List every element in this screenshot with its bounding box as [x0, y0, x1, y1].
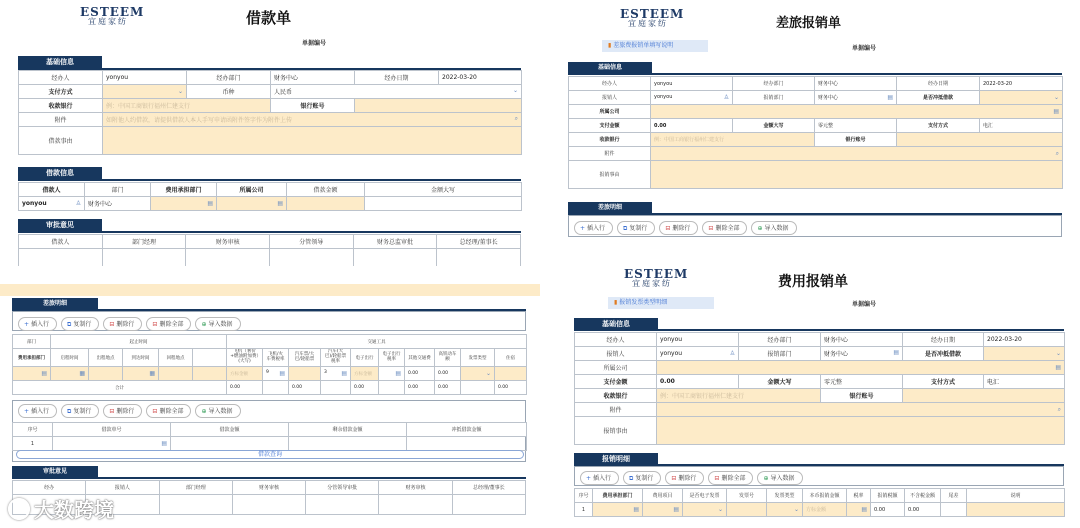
import-icon: ⊕	[201, 321, 207, 328]
copy-icon: ⧉	[629, 475, 634, 482]
section-basic-info: 基础信息	[568, 62, 652, 74]
list-icon: ▤	[1055, 364, 1061, 371]
bank-input[interactable]: 例：中国工商银行福州仁建支行	[651, 133, 815, 147]
section-basic-info: 基础信息	[18, 56, 102, 69]
loan-offset-table: 序号 借款单号 借款金额 剩余借款金额 冲抵借款金额 1 ▤	[12, 422, 527, 451]
paperclip-icon[interactable]: ⌕	[1057, 405, 1061, 413]
plus-icon: +	[580, 225, 586, 232]
delete-icon: ⊟	[665, 225, 671, 232]
doc-no-label: 单据编号	[852, 301, 877, 308]
import-icon: ⊕	[757, 225, 763, 232]
copy-row-button[interactable]: ⧉ 复制行	[61, 404, 99, 418]
company-select[interactable]	[651, 105, 1063, 119]
trip-detail-panel	[0, 268, 540, 528]
document-icon: ▮	[608, 42, 614, 49]
detail-toolbar	[18, 317, 241, 331]
approval-table: 借款人 部门经理 财务审核 分管领导 财务总监审批 总经理/董事长	[18, 234, 521, 266]
copy-row-button[interactable]: ⧉ 复制行	[61, 317, 99, 331]
reason-textarea[interactable]	[657, 417, 1065, 445]
company-select[interactable]	[217, 197, 287, 211]
list-icon: ▤	[861, 506, 867, 513]
page-title: 费用报销单	[778, 274, 848, 290]
watermark-logo: 大数跨境	[8, 494, 114, 523]
delete-icon: ⊟	[109, 408, 115, 415]
insert-row-button[interactable]: + 插入行	[18, 317, 57, 331]
offset-loan-select[interactable]	[980, 91, 1063, 105]
list-icon: ▤	[887, 94, 893, 101]
total-row: 合计 0.00 0.00 0.00 0.00 0.00 0.00	[13, 381, 527, 395]
chevron-down-icon: ⌄	[1055, 350, 1061, 357]
amount-input[interactable]	[287, 197, 365, 211]
reimburser-field[interactable]: yonyou ♙	[657, 347, 739, 361]
delete-all-button[interactable]: ⊟ 删除全部	[146, 404, 191, 418]
user-icon: ♙	[729, 350, 735, 357]
currency-select[interactable]: 人民币 ⌄	[271, 85, 522, 99]
delete-all-button[interactable]: ⊟ 删除全部	[708, 471, 753, 485]
company-select[interactable]	[657, 361, 1065, 375]
table-row: ▤ ▦ ▦ 方标金额 9 ▤ 3 ▤ 方标金额 ▤ 0.00 0.00 ⌄	[13, 367, 527, 381]
list-icon: ▤	[341, 370, 347, 377]
travel-basic-table: 经办人 yonyou 经办部门 财务中心 经办日期 2022-03-20 报销人 yonyou ♙ 报销部门 财务中心 ▤ 是否冲抵借款 ⌄ 所属公司 ▤ 支付金额 0.00 金额大写 零元整 支付方式 电汇 收款银行 例：中国工商银行福州仁建支行 银行账号 附件 ⌕ 报销事由	[568, 76, 1063, 189]
section-approval: 审批意见	[12, 466, 98, 478]
offset-loan-select[interactable]	[984, 347, 1065, 361]
chevron-down-icon: ⌄	[1053, 94, 1059, 101]
cost-dept-select[interactable]	[151, 197, 217, 211]
list-icon: ▤	[893, 349, 899, 356]
loan-query-button[interactable]: 借款查询	[16, 450, 524, 459]
list-icon: ▤	[395, 370, 401, 377]
detail-toolbar	[580, 471, 803, 485]
esteem-logo: ESTEEM 宜庭家纺	[620, 7, 685, 28]
bank-input[interactable]: 例：中国工商银行福州仁建支行	[657, 389, 821, 403]
delete-all-icon: ⊟	[152, 321, 158, 328]
list-icon: ▤	[277, 200, 283, 207]
reason-textarea[interactable]	[651, 161, 1063, 189]
plus-icon: +	[24, 321, 30, 328]
plus-icon: +	[586, 475, 592, 482]
date-field[interactable]: 2022-03-20	[439, 71, 522, 85]
chevron-down-icon: ⌄	[512, 87, 518, 94]
import-button[interactable]: ⊕ 导入数据	[195, 404, 240, 418]
expense-detail-table: 序号 费用承担部门 费用项目 是否电子发票 发票号 发票类型 本币报销金额 税率 报销税额 不含税金额 尾差 说明 1 ▤ ▤ ⌄ ⌄ 方标金额 ▤ 0.00 0.00	[574, 488, 1065, 517]
import-button[interactable]: ⊕ 导入数据	[751, 221, 796, 235]
table-row: 1 ▤	[13, 437, 527, 451]
reason-textarea[interactable]	[103, 127, 522, 155]
list-icon: ▤	[207, 200, 213, 207]
account-input[interactable]	[897, 133, 1063, 147]
borrower-field[interactable]: yonyou ♙	[19, 197, 85, 211]
copy-icon: ⧉	[67, 321, 72, 328]
copy-row-button[interactable]: ⧉ 复制行	[617, 221, 655, 235]
attachment-field[interactable]: 如附他人约借款，请提供借款人本人手写申请函附件签字作为附件上传 ⌕	[103, 113, 522, 127]
loan-offset-toolbar	[18, 404, 241, 418]
travel-form-panel	[560, 0, 1080, 250]
import-icon: ⊕	[201, 408, 207, 415]
delete-all-icon: ⊟	[152, 408, 158, 415]
list-icon: ▤	[161, 440, 167, 447]
bank-input[interactable]: 例：中国工商银行福州仁建支行	[103, 99, 271, 113]
expense-form-panel	[560, 262, 1080, 528]
list-icon: ▤	[633, 506, 639, 513]
delete-icon: ⊟	[671, 475, 677, 482]
copy-row-button[interactable]: ⧉ 复制行	[623, 471, 661, 485]
delete-icon: ⊟	[109, 321, 115, 328]
esteem-logo: ESTEEM 宜庭家纺	[80, 5, 145, 26]
section-approval: 审批意见	[18, 219, 102, 232]
detail-toolbar	[574, 221, 797, 235]
import-icon: ⊕	[763, 475, 769, 482]
paperclip-icon[interactable]: ⌕	[1055, 149, 1059, 157]
delete-all-button[interactable]: ⊟ 删除全部	[702, 221, 747, 235]
attachment-field[interactable]	[651, 147, 1063, 161]
chevron-down-icon: ⌄	[717, 506, 723, 513]
doc-no-label: 单据编号	[302, 40, 327, 47]
delete-row-button[interactable]: ⊟ 删除行	[659, 221, 698, 235]
delete-all-icon: ⊟	[708, 225, 714, 232]
list-icon: ▤	[41, 370, 47, 377]
delete-row-button[interactable]: ⊟ 删除行	[103, 317, 142, 331]
dept-field[interactable]: 财务中心	[271, 71, 355, 85]
loan-basic-table: 经办人 yonyou 经办部门 财务中心 经办日期 2022-03-20 支付方式 ⌄ 币种 人民币 ⌄ 收款银行 例：中国工商银行福州仁建支行 银行账号 附件 如附他人约借款，请提供借款人本人手写申请函附件签字作为附件上传 ⌕ 借款事由	[18, 70, 522, 155]
plus-icon: +	[24, 408, 30, 415]
handler-field[interactable]: yonyou	[103, 71, 187, 85]
payment-method-select[interactable]	[103, 85, 187, 99]
calendar-icon: ▦	[79, 370, 85, 377]
list-icon: ▤	[673, 506, 679, 513]
section-trip-detail: 差旅明细	[12, 298, 98, 310]
delete-all-icon: ⊟	[714, 475, 720, 482]
reimburser-field[interactable]: yonyou ♙	[651, 91, 733, 105]
page-title: 借款单	[246, 9, 292, 27]
user-icon: ♙	[75, 200, 81, 207]
section-loan-info: 借款信息	[18, 167, 102, 180]
section-trip-detail: 差旅明细	[568, 202, 652, 214]
copy-icon: ⧉	[67, 408, 72, 415]
table-row: 1 ▤ ▤ ⌄ ⌄ 方标金额 ▤ 0.00 0.00	[575, 503, 1065, 517]
instruction-link[interactable]: ▮ 报销发票类型明细	[608, 297, 714, 309]
delete-row-button[interactable]: ⊟ 删除行	[103, 404, 142, 418]
expense-basic-table: 经办人 yonyou 经办部门 财务中心 经办日期 2022-03-20 报销人 yonyou ♙ 报销部门 财务中心 ▤ 是否冲抵借款 ⌄ 所属公司 ▤ 支付金额 0.00 金额大写 零元整 支付方式 电汇 收款银行 例：中国工商银行福州仁建支行 银行账号 附件 ⌕ 报销事由	[574, 332, 1065, 445]
import-button[interactable]: ⊕ 导入数据	[757, 471, 802, 485]
attachment-field[interactable]	[657, 403, 1065, 417]
approval-table: 经办 报销人 部门经理 财务审核 分管领导审批 财务审核 总经理/董事长	[12, 480, 526, 515]
document-icon: ▮	[614, 299, 620, 306]
import-button[interactable]: ⊕ 导入数据	[195, 317, 240, 331]
paperclip-icon[interactable]: ⌕	[514, 115, 518, 122]
calendar-icon: ▦	[149, 370, 155, 377]
trip-detail-table: 部门 起止时间 交通工具 费用承担部门 启程时间 出程地点 到达时间 回程地点 飞机（署价+燃油附加费）(大写) 飞机/火车费税率 汽车票/大巴/轮船票 汽车(大巴)/轮船票税率 电子出行 电子出行税率 其他交通费 高铁动车额 发票类型 住宿 ▤ ▦ ▦ 方标金额 9 ▤ 3 ▤ 方标金额 ▤ 0.00 0.00 ⌄ 合计 0.00 0.00 0.00 0.00 0.00 0.00	[12, 334, 527, 395]
dept-cell[interactable]: 财务中心	[85, 197, 151, 211]
insert-row-button[interactable]: + 插入行	[18, 404, 57, 418]
delete-row-button[interactable]: ⊟ 删除行	[665, 471, 704, 485]
page-title: 差旅报销单	[776, 16, 842, 31]
chevron-down-icon: ⌄	[793, 506, 799, 513]
list-icon: ▤	[1053, 108, 1059, 115]
copy-icon: ⧉	[623, 225, 628, 232]
amount-words-cell	[365, 197, 522, 211]
insert-row-button[interactable]: + 插入行	[574, 221, 613, 235]
section-basic-info: 基础信息	[574, 318, 658, 330]
account-input[interactable]	[903, 389, 1065, 403]
watermark-icon	[8, 498, 30, 520]
chevron-down-icon: ⌄	[485, 370, 491, 377]
delete-all-button[interactable]: ⊟ 删除全部	[146, 317, 191, 331]
section-expense-detail: 报销明细	[574, 453, 658, 465]
esteem-logo: ESTEEM 宜庭家纺	[624, 267, 689, 288]
list-icon: ▤	[279, 370, 285, 377]
doc-no-label: 单据编号	[852, 45, 877, 52]
chevron-down-icon: ⌄	[177, 88, 183, 95]
loan-info-table: 借款人 部门 费用承担部门 所属公司 借款金额 金额大写 yonyou ♙ 财务中心 ▤ ▤	[18, 182, 522, 211]
loan-form-panel	[0, 0, 540, 266]
instruction-link[interactable]: ▮ 差旅费报销单填写说明	[602, 40, 708, 52]
insert-row-button[interactable]: + 插入行	[580, 471, 619, 485]
user-icon: ♙	[723, 94, 729, 101]
account-input[interactable]	[355, 99, 522, 113]
